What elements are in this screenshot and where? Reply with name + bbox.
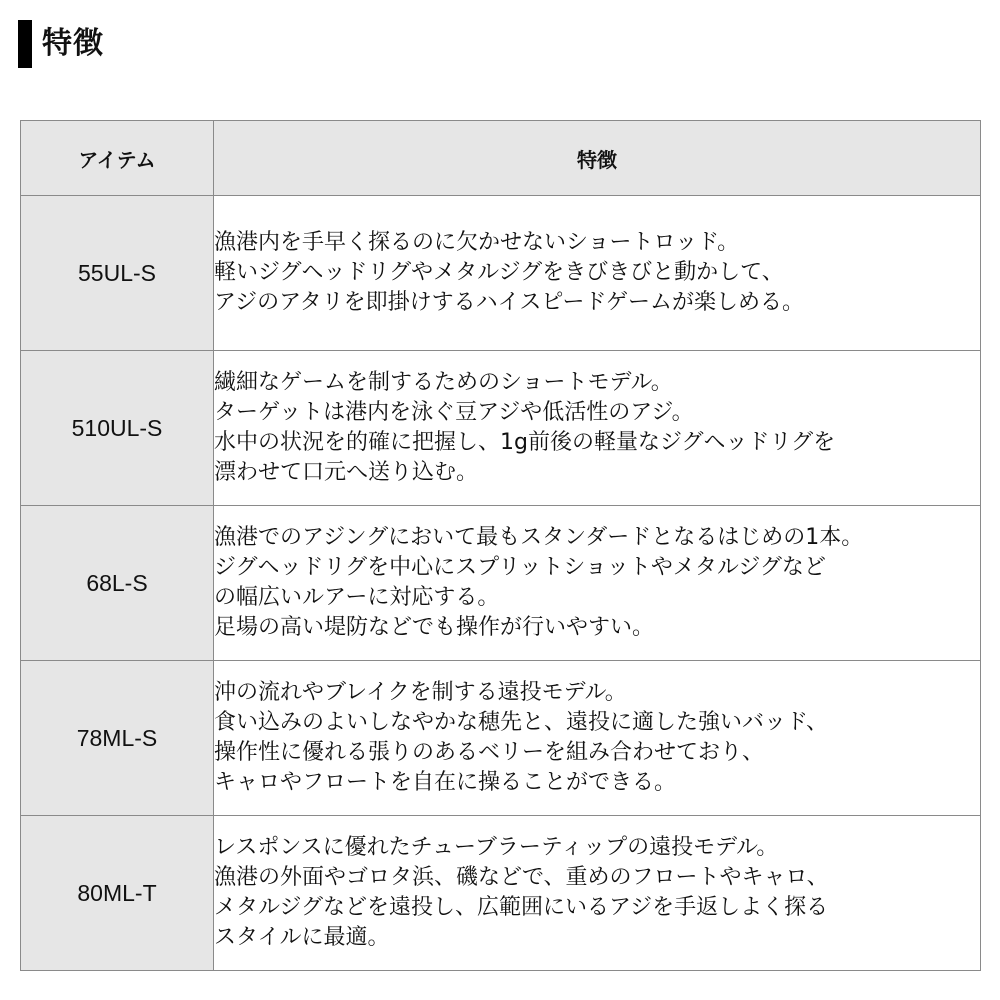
table-row	[21, 351, 981, 506]
feature-description-line: ジグヘッドリグを中心にスプリットショットやメタルジグなど	[214, 555, 826, 580]
item-name-cell: 80ML-T	[21, 816, 214, 971]
feature-description-cell	[214, 816, 981, 971]
feature-description-line: 軽いジグヘッドリグやメタルジグをきびきびと動かして、	[214, 260, 784, 285]
section-heading	[18, 20, 104, 68]
feature-description-line: 漁港内を手早く探るのに欠かせないショートロッド。	[214, 230, 740, 255]
table-row	[21, 506, 981, 661]
feature-description-line: 操作性に優れる張りのあるベリーを組み合わせており、	[214, 740, 765, 765]
feature-description-line: の幅広いルアーに対応する。	[214, 585, 500, 610]
feature-description-line: 足場の高い堤防などでも操作が行いやすい。	[214, 615, 655, 640]
feature-description-cell	[214, 506, 981, 661]
table-row	[21, 196, 981, 351]
feature-table	[20, 120, 981, 971]
table-body	[21, 196, 981, 971]
feature-description-cell	[214, 351, 981, 506]
item-name-cell: 68L-S	[21, 506, 214, 661]
feature-description-line: 漁港でのアジングにおいて最もスタンダードとなるはじめの1本。	[214, 525, 864, 550]
column-header-item: アイテム	[21, 121, 214, 196]
feature-description-cell	[214, 196, 981, 351]
feature-description-line: キャロやフロートを自在に操ることができる。	[214, 770, 677, 795]
feature-description-line: メタルジグなどを遠投し、広範囲にいるアジを手返しよく探る	[214, 895, 829, 920]
item-name-cell: 78ML-S	[21, 661, 214, 816]
table-row	[21, 661, 981, 816]
feature-description-line: レスポンスに優れたチューブラーティップの遠投モデル。	[214, 835, 779, 860]
item-name-cell: 510UL-S	[21, 351, 214, 506]
feature-description-line: 漁港の外面やゴロタ浜、磯などで、重めのフロートやキャロ、	[214, 865, 829, 890]
heading-accent-bar	[18, 20, 32, 68]
feature-description-cell	[214, 661, 981, 816]
feature-description-line: ターゲットは港内を泳ぐ豆アジや低活性のアジ。	[214, 400, 694, 425]
section-title: 特徴	[42, 26, 104, 61]
feature-description-line: 沖の流れやブレイクを制する遠投モデル。	[214, 680, 627, 705]
column-header-feature: 特徴	[214, 121, 981, 196]
item-name-cell: 55UL-S	[21, 196, 214, 351]
feature-description-line: 繊細なゲームを制するためのショートモデル。	[214, 370, 673, 395]
table-header-row	[21, 121, 981, 196]
feature-description-line: 漂わせて口元へ送り込む。	[214, 460, 479, 485]
feature-description-line: 食い込みのよいしなやかな穂先と、遠投に適した強いバッド、	[214, 710, 829, 735]
table-row	[21, 816, 981, 971]
feature-description-line: アジのアタリを即掛けするハイスピードゲームが楽しめる。	[214, 290, 805, 315]
feature-description-line: 水中の状況を的確に把握し、1g前後の軽量なジグヘッドリグを	[214, 430, 836, 455]
feature-description-line: スタイルに最適。	[214, 925, 390, 950]
